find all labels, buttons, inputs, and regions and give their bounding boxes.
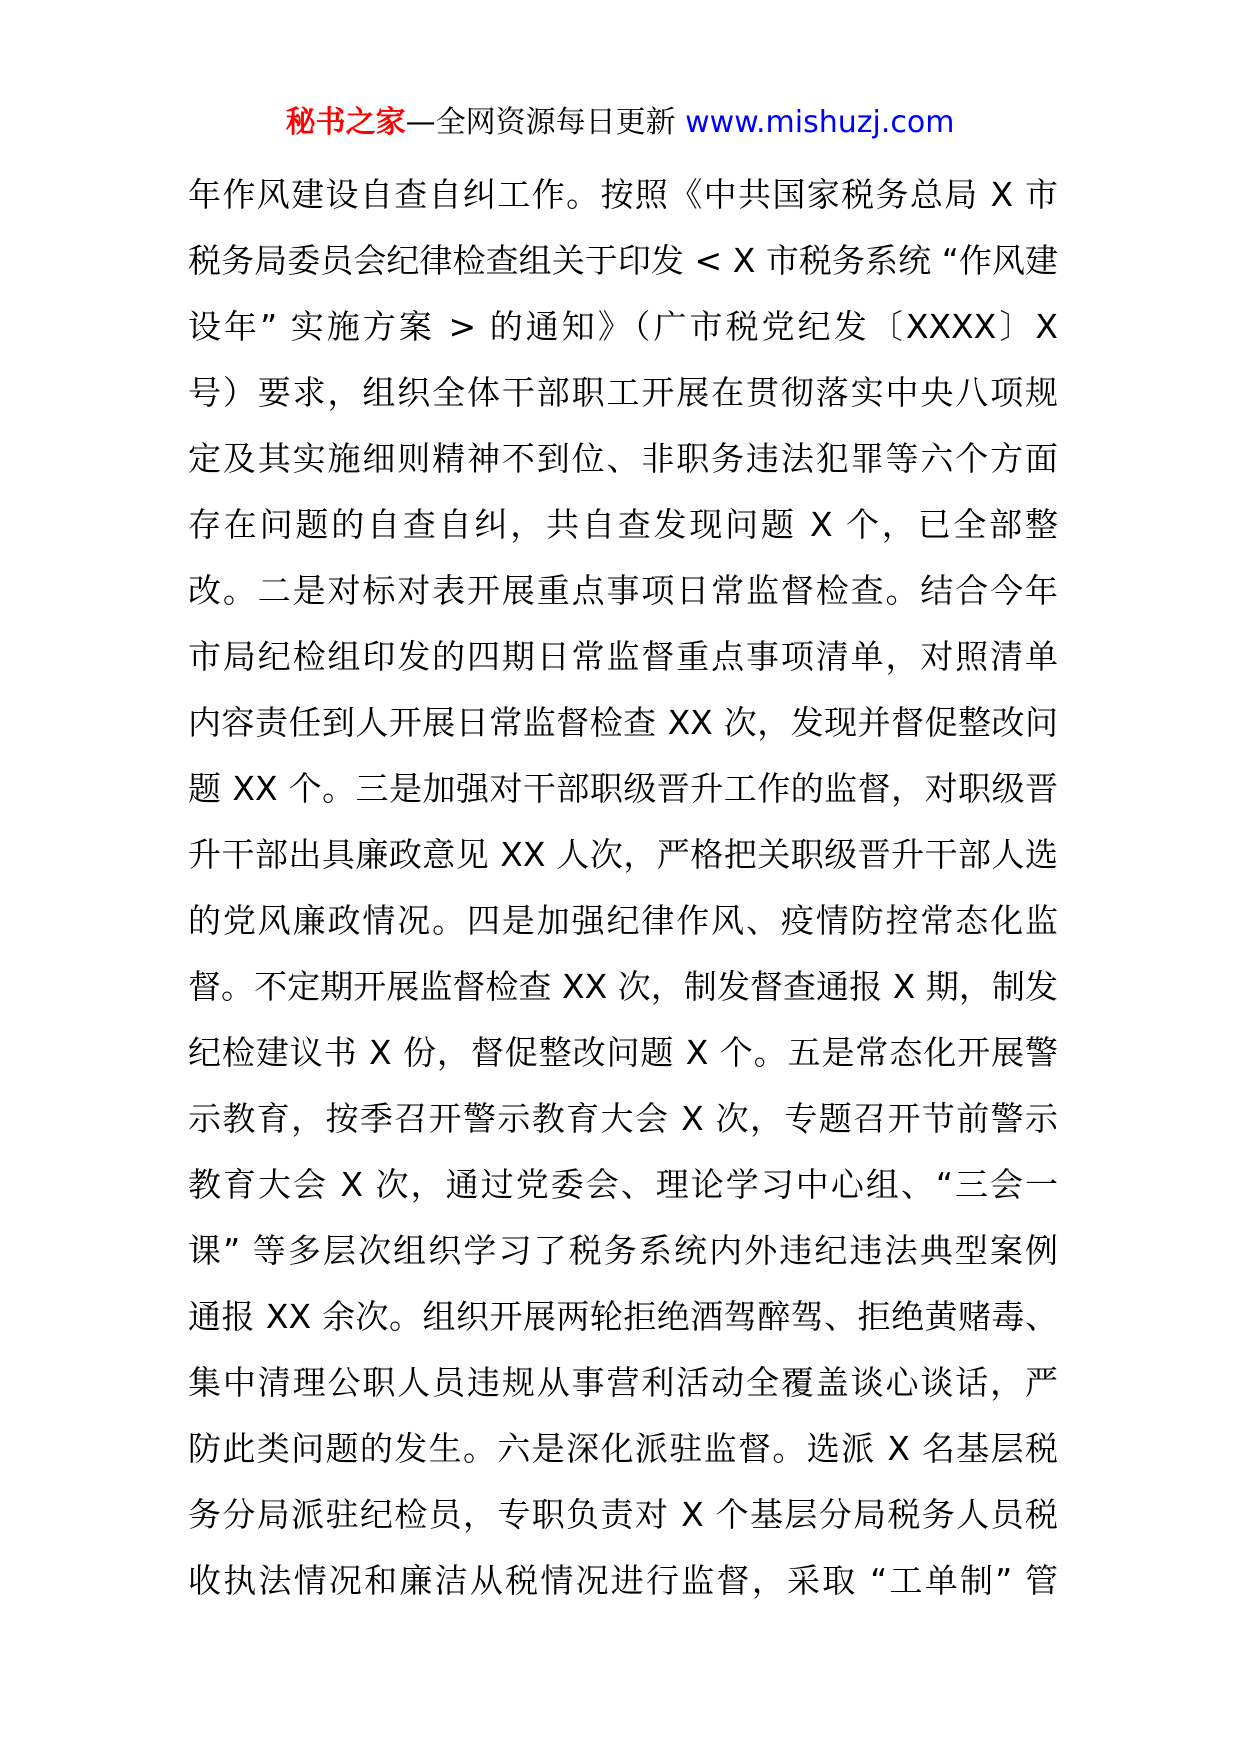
text-line: 督。不定期开展监督检查 XX 次，制发督查通报 X 期，制发: [188, 967, 1058, 1006]
text-line: 纪检建议书 X 份，督促整改问题 X 个。五是常态化开展警: [188, 1033, 1058, 1072]
text-line: 务分局派驻纪检员，专职负责对 X 个基层分局税务人员税: [188, 1495, 1058, 1534]
text-line: 税务局委员会纪律检查组关于印发 < X 市税务系统 “作风建: [188, 241, 1058, 280]
text-line: 收执法情况和廉洁从税情况进行监督，采取 “工单制” 管: [188, 1561, 1058, 1600]
text-line: 设年” 实施方案 > 的通知》（广市税党纪发〔XXXX〕X: [188, 307, 1058, 346]
text-line: 升干部出具廉政意见 XX 人次，严格把关职级晋升干部人选: [188, 835, 1058, 874]
text-line: 存在问题的自查自纠，共自查发现问题 X 个，已全部整: [188, 505, 1058, 544]
text-line: 号）要求，组织全体干部职工开展在贯彻落实中央八项规: [188, 373, 1058, 412]
text-line: 定及其实施细则精神不到位、非职务违法犯罪等六个方面: [188, 439, 1058, 478]
body-text: [188, 162, 1058, 1614]
text-line: 通报 XX 余次。组织开展两轮拒绝酒驾醉驾、拒绝黄赌毒、: [188, 1297, 1058, 1336]
text-line: 防此类问题的发生。六是深化派驻监督。选派 X 名基层税: [188, 1429, 1058, 1468]
text-line: 改。二是对标对表开展重点事项日常监督检查。结合今年: [188, 571, 1058, 610]
text-line: 年作风建设自查自纠工作。按照《中共国家税务总局 X 市: [188, 175, 1058, 214]
header-slogan: —全网资源每日更新: [405, 105, 676, 140]
text-line: 的党风廉政情况。四是加强纪律作风、疫情防控常态化监: [188, 901, 1058, 940]
text-line: 题 XX 个。三是加强对干部职级晋升工作的监督，对职级晋: [188, 769, 1058, 808]
text-line: 市局纪检组印发的四期日常监督重点事项清单，对照清单: [188, 637, 1058, 676]
brand-name: 秘书之家: [285, 105, 406, 140]
text-line: 课” 等多层次组织学习了税务系统内外违纪违法典型案例: [188, 1231, 1058, 1270]
text-line: 集中清理公职人员违规从事营利活动全覆盖谈心谈话，严: [188, 1363, 1058, 1402]
text-line: 示教育，按季召开警示教育大会 X 次，专题召开节前警示: [188, 1099, 1058, 1138]
text-line: 教育大会 X 次，通过党委会、理论学习中心组、“三会一: [188, 1165, 1058, 1204]
text-line: 内容责任到人开展日常监督检查 XX 次，发现并督促整改问: [188, 703, 1058, 742]
site-url[interactable]: www.mishuzj.com: [685, 105, 955, 140]
site-header: [0, 100, 1240, 146]
